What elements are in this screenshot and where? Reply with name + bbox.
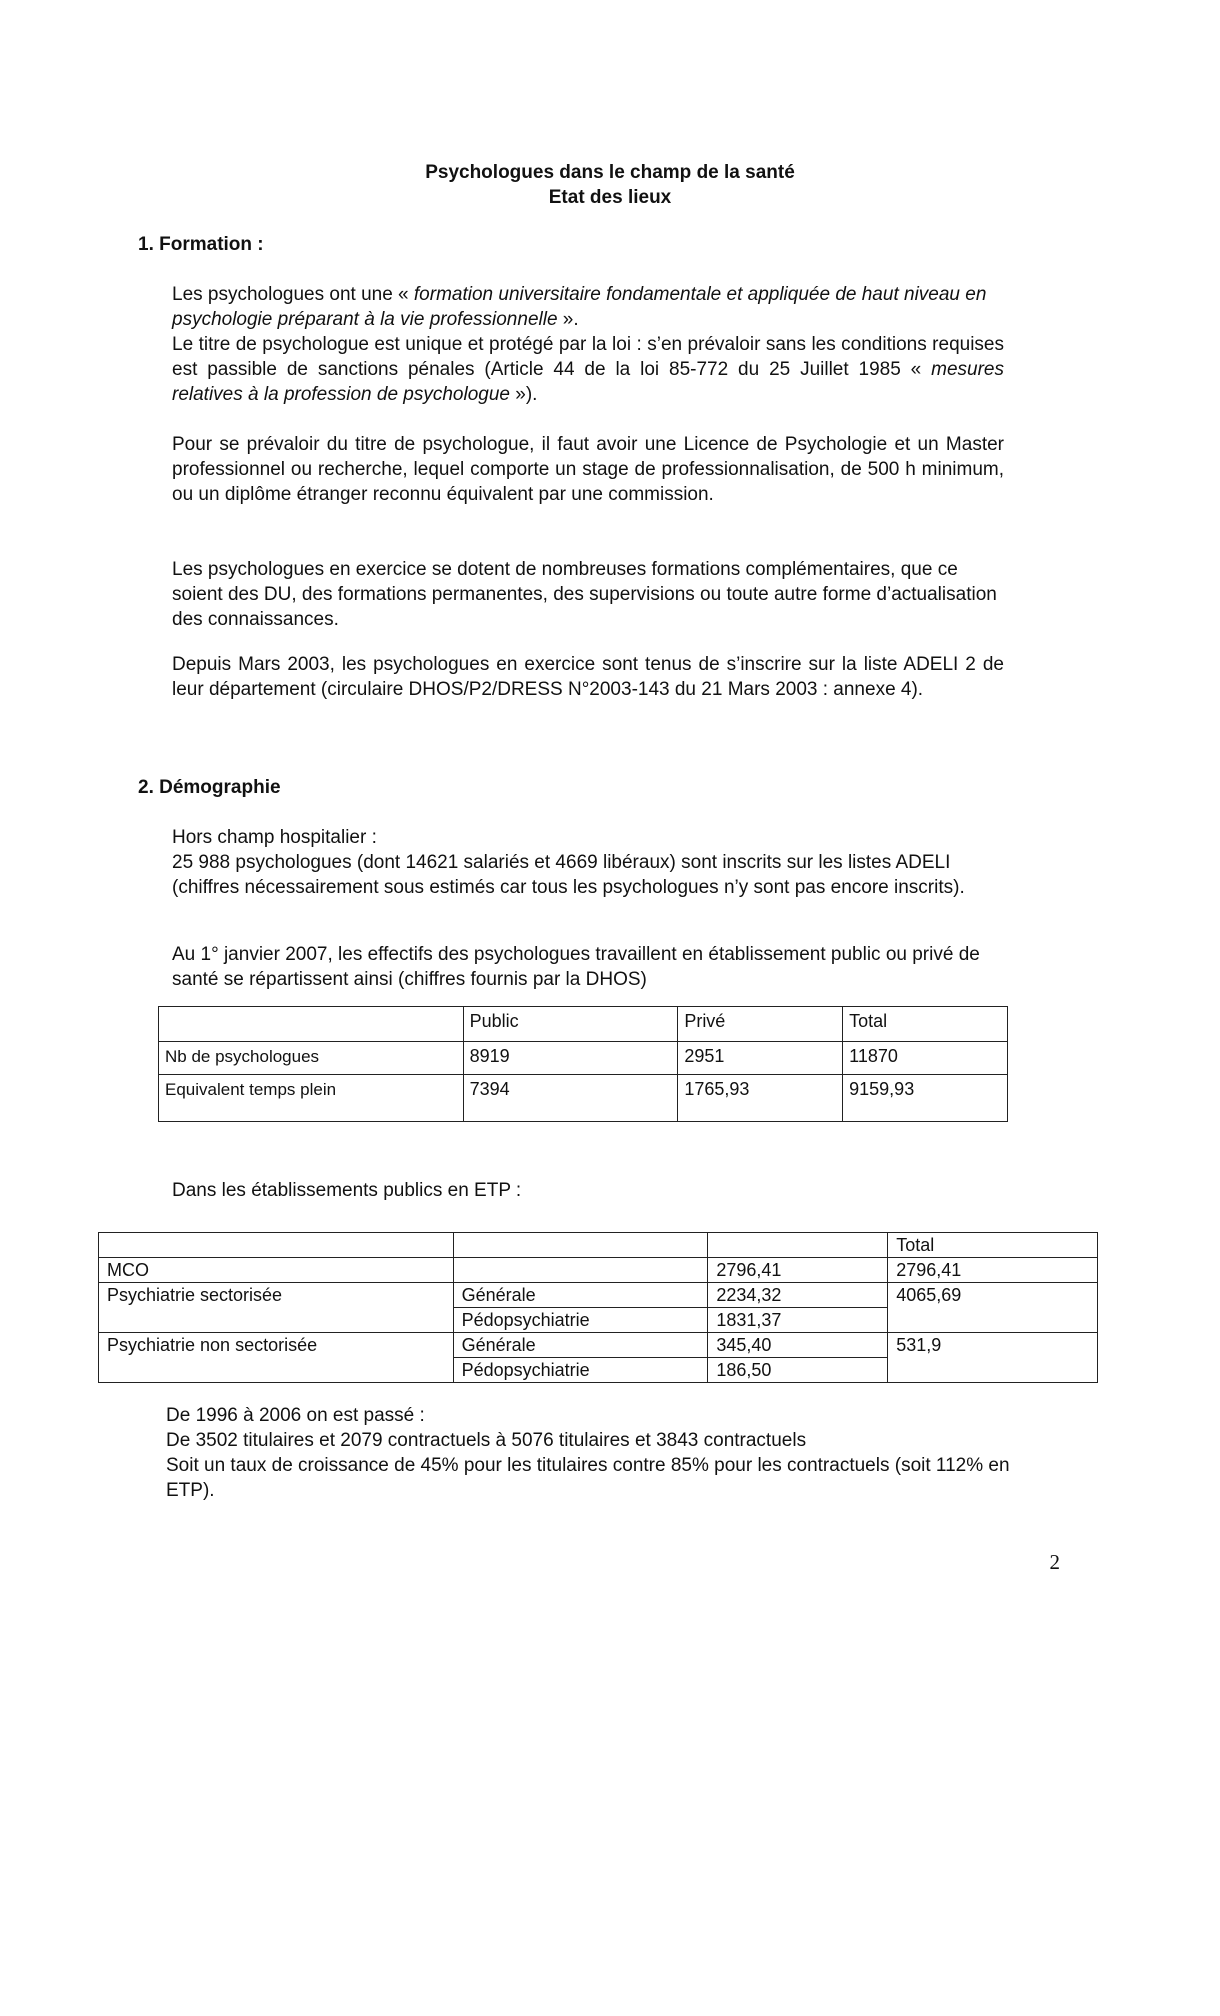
table-cell: Equivalent temps plein bbox=[159, 1075, 464, 1122]
table-row bbox=[159, 1042, 1008, 1075]
paragraph-formation-universitaire bbox=[172, 282, 1004, 332]
page-number: 2 bbox=[1049, 1550, 1060, 1574]
table-cell: 7394 bbox=[463, 1075, 678, 1122]
table-header-cell: Total bbox=[843, 1007, 1008, 1042]
text-line: Hors champ hospitalier : bbox=[172, 827, 377, 848]
table-cell: 9159,93 bbox=[843, 1075, 1008, 1122]
table-cell: Nb de psychologues bbox=[159, 1042, 464, 1075]
table-row bbox=[159, 1075, 1008, 1122]
paragraph-evolution bbox=[166, 1403, 1016, 1503]
title-line-2: Etat des lieux bbox=[548, 187, 672, 208]
table-cell: 2951 bbox=[678, 1042, 843, 1075]
table-header-cell: Total bbox=[888, 1233, 1098, 1258]
table-effectifs bbox=[158, 1006, 1008, 1122]
text-line: De 3502 titulaires et 2079 contractuels à 5076 titulaires et 3843 contractuels bbox=[166, 1430, 807, 1451]
text-line: Soit un taux de croissance de 45% pour les titulaires contre 85% pour les contractuels (soit 112% en ETP). bbox=[166, 1455, 1010, 1501]
text-fragment: »). bbox=[509, 384, 538, 405]
paragraph-hors-champ bbox=[172, 825, 1004, 900]
paragraph-formations-complementaires: Les psychologues en exercice se dotent de nombreuses formations complémentaires, que ce soient des DU, des formations permanentes, des supervisions ou toute autre forme d’actualisation des connaissances. bbox=[172, 559, 997, 630]
table-cell: 1765,93 bbox=[678, 1075, 843, 1122]
table-row bbox=[99, 1283, 1098, 1308]
table-row bbox=[99, 1333, 1098, 1358]
paragraph-etablissements-publics: Dans les établissements publics en ETP : bbox=[172, 1180, 522, 1201]
text-fragment: ». bbox=[557, 309, 579, 330]
table-cell: Générale bbox=[453, 1283, 708, 1308]
paragraph-formation-intro bbox=[172, 282, 1004, 407]
table-cell: Générale bbox=[453, 1333, 708, 1358]
table-header-row bbox=[159, 1007, 1008, 1042]
paragraph-effectifs: Au 1° janvier 2007, les effectifs des psychologues travaillent en établissement public ou privé de santé se répartissent ainsi (chiffres fournis par la DHOS) bbox=[172, 944, 980, 990]
italic-quote: formation universitaire fondamentale et appliquée de haut niveau en psychologie préparant à la vie professionnelle bbox=[172, 284, 987, 330]
table-cell bbox=[453, 1258, 708, 1283]
table-header-cell bbox=[159, 1007, 464, 1042]
table-row bbox=[99, 1258, 1098, 1283]
table-cell: 186,50 bbox=[708, 1358, 888, 1383]
paragraph-titre-protege bbox=[172, 332, 1004, 407]
title-line-1: Psychologues dans le champ de la santé bbox=[425, 162, 795, 183]
table-cell: 4065,69 bbox=[888, 1283, 1098, 1333]
table-cell: Psychiatrie sectorisée bbox=[99, 1283, 454, 1333]
table-cell: Pédopsychiatrie bbox=[453, 1358, 708, 1383]
table-etp-publics bbox=[98, 1232, 1098, 1383]
table-cell bbox=[708, 1233, 888, 1258]
table-cell: Pédopsychiatrie bbox=[453, 1308, 708, 1333]
table-cell: 2796,41 bbox=[708, 1258, 888, 1283]
table-cell: 345,40 bbox=[708, 1333, 888, 1358]
text-block: 25 988 psychologues (dont 14621 salariés et 4669 libéraux) sont inscrits sur les listes ADELI (chiffres nécessairement sous estimés car tous les psychologues n’y sont pas encore inscrits). bbox=[172, 852, 965, 898]
table-cell: 2234,32 bbox=[708, 1283, 888, 1308]
text-fragment: Le titre de psychologue est unique et protégé par la loi : s’en prévaloir sans les conditions requises est passible de sanctions pénales (Article 44 de la loi 85-772 du 25 Juillet 1985 « bbox=[172, 334, 1004, 380]
text-line: De 1996 à 2006 on est passé : bbox=[166, 1405, 425, 1426]
table-cell: 8919 bbox=[463, 1042, 678, 1075]
document-title bbox=[0, 160, 1220, 210]
table-cell: MCO bbox=[99, 1258, 454, 1283]
table-cell: 531,9 bbox=[888, 1333, 1098, 1383]
paragraph-adeli: Depuis Mars 2003, les psychologues en exercice sont tenus de s’inscrire sur la liste ADELI 2 de leur département (circulaire DHOS/P2/DRESS N°2003-143 du 21 Mars 2003 : annexe 4). bbox=[172, 654, 1004, 700]
text-fragment: Les psychologues ont une « bbox=[172, 284, 414, 305]
table-header-cell: Public bbox=[463, 1007, 678, 1042]
table-cell: 2796,41 bbox=[888, 1258, 1098, 1283]
table-cell bbox=[453, 1233, 708, 1258]
italic-quote: mesures relatives à la profession de psychologue bbox=[172, 359, 1004, 405]
table-cell: 1831,37 bbox=[708, 1308, 888, 1333]
table-cell: Psychiatrie non sectorisée bbox=[99, 1333, 454, 1383]
section-heading-demographie: 2. Démographie bbox=[138, 777, 281, 798]
section-heading-formation: 1. Formation : bbox=[138, 234, 264, 255]
table-cell: 11870 bbox=[843, 1042, 1008, 1075]
table-header-row bbox=[99, 1233, 1098, 1258]
table-cell bbox=[99, 1233, 454, 1258]
table-header-cell: Privé bbox=[678, 1007, 843, 1042]
paragraph-titre-conditions: Pour se prévaloir du titre de psychologue, il faut avoir une Licence de Psychologie et un Master professionnel ou recherche, lequel comporte un stage de professionnalisation, de 500 h minimum, ou un diplôme étranger reconnu équivalent par une commission. bbox=[172, 434, 1004, 505]
